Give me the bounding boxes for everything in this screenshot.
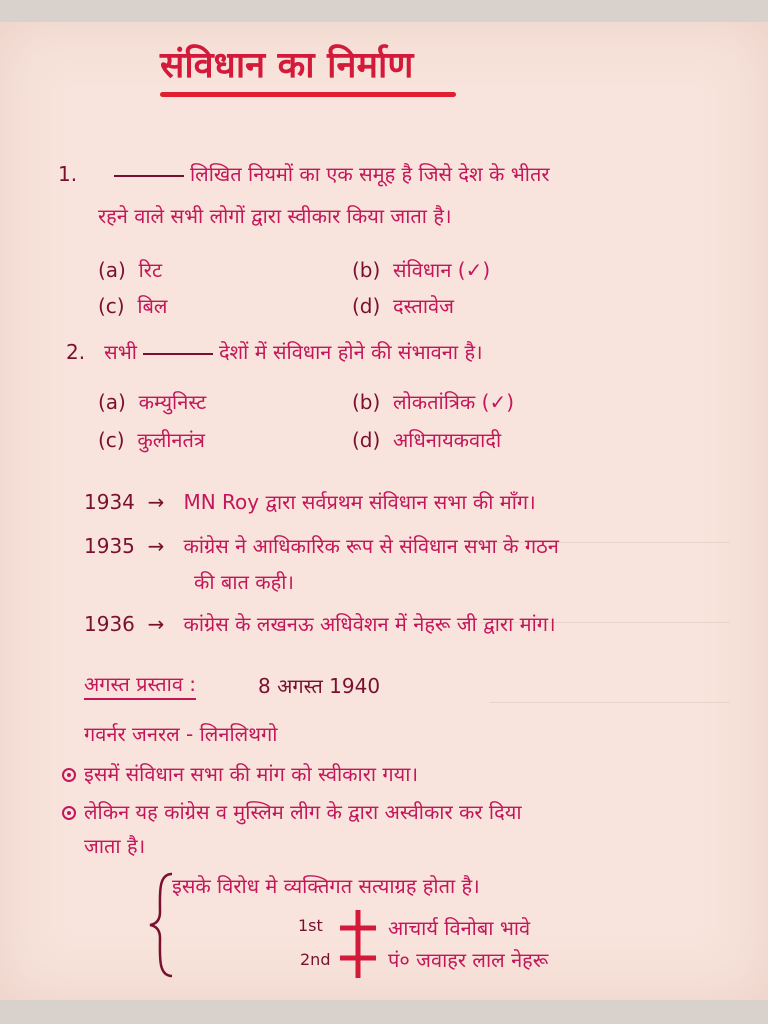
governor-general: गवर्नर जनरल - लिनलिथगो: [84, 722, 278, 746]
bullet-icon: [62, 806, 76, 820]
q2-blank: [143, 353, 213, 355]
august-date: 8 अगस्त 1940: [258, 674, 381, 698]
double-cross-icon: [338, 908, 378, 980]
august-heading: अगस्त प्रस्ताव :: [84, 672, 196, 696]
first-label: 1st: [298, 916, 323, 935]
timeline-row-1935: 1935 → कांग्रेस ने आधिकारिक रूप से संविधान सभा के गठन: [84, 534, 559, 558]
page-title: संविधान का निर्माण: [160, 45, 414, 86]
bleed-line: [490, 702, 730, 703]
q1-line1: लिखित नियमों का एक समूह है जिसे देश के भीतर: [108, 162, 550, 186]
q1-option-a: (a) रिट: [98, 258, 163, 282]
bullet-1-text: इसमें संविधान सभा की मांग को स्वीकारा गया।: [84, 762, 419, 786]
bullet-2-text-cont: जाता है।: [84, 834, 146, 858]
timeline-row-1936: 1936 → कांग्रेस के लखनऊ अधिवेशन में नेहरू जी द्वारा मांग।: [84, 612, 556, 636]
q1-option-d: (d) दस्तावेज: [352, 294, 454, 318]
second-satyagrahi: पं० जवाहर लाल नेहरू: [388, 948, 549, 972]
first-satyagrahi: आचार्य विनोबा भावे: [388, 916, 531, 940]
q2-option-c: (c) कुलीनतंत्र: [98, 428, 205, 452]
q1-number: 1.: [58, 162, 78, 186]
bullet-2-text: लेकिन यह कांग्रेस व मुस्लिम लीग के द्वारा अस्वीकार कर दिया: [84, 800, 522, 824]
q2-option-b: (b) लोकतांत्रिक (✓): [352, 390, 515, 414]
q1-option-b: (b) संविधान (✓): [352, 258, 491, 282]
q2-text: 2. सभी देशों में संविधान होने की संभावना है।: [66, 340, 483, 364]
q1-blank: [114, 175, 184, 177]
satyagraha-intro: इसके विरोध मे व्यक्तिगत सत्याग्रह होता है।: [172, 874, 480, 898]
notebook-page: [0, 22, 768, 1000]
timeline-row-1934: 1934 → MN Roy द्वारा सर्वप्रथम संविधान सभा की माँग।: [84, 490, 536, 514]
second-label: 2nd: [300, 950, 331, 969]
bullet-icon: [62, 768, 76, 782]
title-underline: [160, 92, 456, 97]
q1-line2: रहने वाले सभी लोगों द्वारा स्वीकार किया जाता है।: [98, 204, 452, 228]
q1-option-c: (c) बिल: [98, 294, 168, 318]
timeline-row-1935-cont: की बात कही।: [194, 570, 294, 594]
q2-option-d: (d) अधिनायकवादी: [352, 428, 502, 452]
q2-option-a: (a) कम्युनिस्ट: [98, 390, 207, 414]
